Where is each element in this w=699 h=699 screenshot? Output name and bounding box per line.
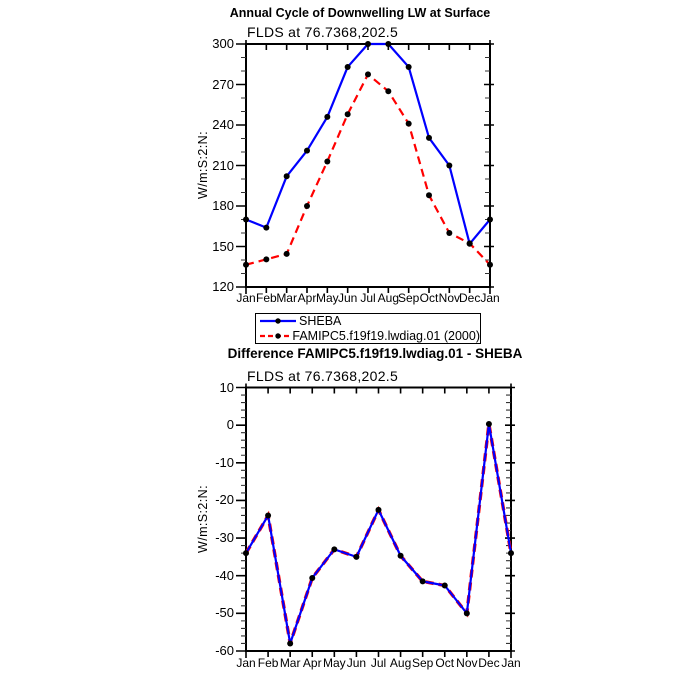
data-point-marker xyxy=(324,114,330,120)
legend xyxy=(255,313,481,344)
famipc5-f19f19-lwdiag-01-minus-sheba-line xyxy=(246,424,511,643)
legend-label-sheba: SHEBA xyxy=(299,314,342,329)
y-tick-label: 270 xyxy=(212,76,234,92)
data-point-marker xyxy=(508,550,514,556)
data-point-marker xyxy=(284,173,290,179)
minor-tick-marks xyxy=(241,395,511,643)
y-tick-label: 300 xyxy=(212,36,234,51)
sheba-line-sample xyxy=(259,316,297,326)
data-point-marker xyxy=(265,512,271,518)
data-point-marker xyxy=(345,64,351,70)
data-point-marker xyxy=(486,421,492,427)
data-point-marker xyxy=(420,578,426,584)
legend-marker-dot-icon xyxy=(275,319,280,324)
x-tick-label: Jan xyxy=(236,291,256,305)
legend-item-famipc5 xyxy=(259,329,480,343)
x-tick-label: Jun xyxy=(337,291,358,305)
data-point-marker xyxy=(243,550,249,556)
legend-label-famipc5: FAMIPC5.f19f19.lwdiag.01 (2000) xyxy=(292,328,480,343)
data-point-marker xyxy=(345,111,351,117)
y-tick-label: 0 xyxy=(226,417,234,433)
minor-tick-marks xyxy=(241,58,490,274)
major-tick-marks xyxy=(236,384,515,659)
data-point-marker xyxy=(331,546,337,552)
top-chart-title: Annual Cycle of Downwelling LW at Surface xyxy=(229,6,491,20)
famipc5-f19f19-lwdiag-01-minus-sheba-line-underlay xyxy=(246,424,511,643)
data-point-marker xyxy=(467,240,473,246)
data-point-marker xyxy=(385,88,391,94)
y-tick-label: -10 xyxy=(215,454,234,470)
x-tick-label: Feb xyxy=(255,291,277,305)
famipc5-line-sample xyxy=(259,331,290,341)
x-tick-label: Oct xyxy=(419,291,439,305)
data-point-marker xyxy=(263,256,269,262)
data-point-marker xyxy=(243,217,249,223)
y-tick-label: 210 xyxy=(212,157,234,173)
x-tick-label: Jun xyxy=(346,656,367,670)
x-tick-label: Feb xyxy=(257,656,279,670)
x-tick-label: Oct xyxy=(435,656,455,670)
x-tick-label: Jul xyxy=(360,291,376,305)
y-tick-label: -40 xyxy=(215,567,234,583)
data-point-marker xyxy=(243,262,249,268)
data-point-marker xyxy=(304,148,310,154)
data-point-marker xyxy=(442,583,448,589)
x-tick-label: Jan xyxy=(236,656,256,670)
bottom-chart-y-axis-label: W/m:S:2:N: xyxy=(196,485,210,553)
top-chart-y-axis-label: W/m:S:2:N: xyxy=(196,131,210,199)
x-tick-label: Mar xyxy=(279,656,301,670)
y-tick-label: -50 xyxy=(215,605,234,621)
y-tick-label: 120 xyxy=(212,279,234,294)
data-point-marker xyxy=(284,251,290,257)
bottom-chart-title: Difference FAMIPC5.f19f19.lwdiag.01 - SHEBA xyxy=(227,346,523,361)
y-tick-label: -30 xyxy=(215,530,234,546)
x-tick-label: Nov xyxy=(438,291,460,305)
y-tick-label: 240 xyxy=(212,117,234,132)
data-point-marker xyxy=(263,225,269,231)
data-point-marker xyxy=(376,507,382,513)
bottom-chart-subtitle: FLDS at 76.7368,202.5 xyxy=(247,368,399,384)
x-tick-label: Dec xyxy=(478,656,500,670)
y-tick-label: 10 xyxy=(219,379,234,395)
y-tick-label: 180 xyxy=(212,198,234,213)
x-tick-label: Dec xyxy=(458,291,481,305)
data-point-marker xyxy=(464,610,470,616)
data-point-marker xyxy=(446,230,452,236)
data-point-marker xyxy=(406,121,412,127)
y-tick-label: -20 xyxy=(215,492,234,508)
x-tick-label: Sep xyxy=(397,291,420,305)
x-tick-label: Mar xyxy=(276,291,297,305)
top-chart-subtitle: FLDS at 76.7368,202.5 xyxy=(247,24,399,40)
x-tick-label: May xyxy=(315,291,339,305)
data-point-marker xyxy=(365,41,371,47)
data-point-marker xyxy=(446,163,452,169)
axis-frame xyxy=(246,44,490,287)
x-tick-label: Jul xyxy=(370,656,387,670)
x-tick-label: Sep xyxy=(411,656,434,670)
data-point-marker xyxy=(365,71,371,77)
x-tick-label: Aug xyxy=(389,656,412,670)
x-tick-label: Apr xyxy=(297,291,317,305)
data-point-marker xyxy=(304,203,310,209)
data-point-marker xyxy=(309,575,315,581)
data-point-marker xyxy=(324,158,330,164)
legend-item-sheba xyxy=(259,314,480,328)
data-point-marker xyxy=(426,135,432,141)
x-tick-label: Aug xyxy=(377,291,399,305)
x-tick-label: Apr xyxy=(302,656,322,670)
x-tick-label: Jan xyxy=(501,656,521,670)
data-point-marker xyxy=(385,41,391,47)
famipc5-f19f19-lwdiag-01-2000-line xyxy=(246,74,490,264)
data-point-marker xyxy=(426,192,432,198)
data-point-marker xyxy=(487,217,493,223)
data-point-marker xyxy=(353,554,359,560)
data-point-marker xyxy=(487,262,493,268)
x-tick-label: Jan xyxy=(480,291,500,305)
data-point-marker xyxy=(398,553,404,559)
x-tick-label: Nov xyxy=(456,656,478,670)
data-point-marker xyxy=(406,64,412,70)
legend-marker-dot-icon xyxy=(275,333,280,338)
x-tick-label: May xyxy=(322,656,346,670)
data-point-marker xyxy=(287,640,293,646)
y-tick-label: -60 xyxy=(215,643,234,658)
y-tick-label: 150 xyxy=(212,238,234,254)
